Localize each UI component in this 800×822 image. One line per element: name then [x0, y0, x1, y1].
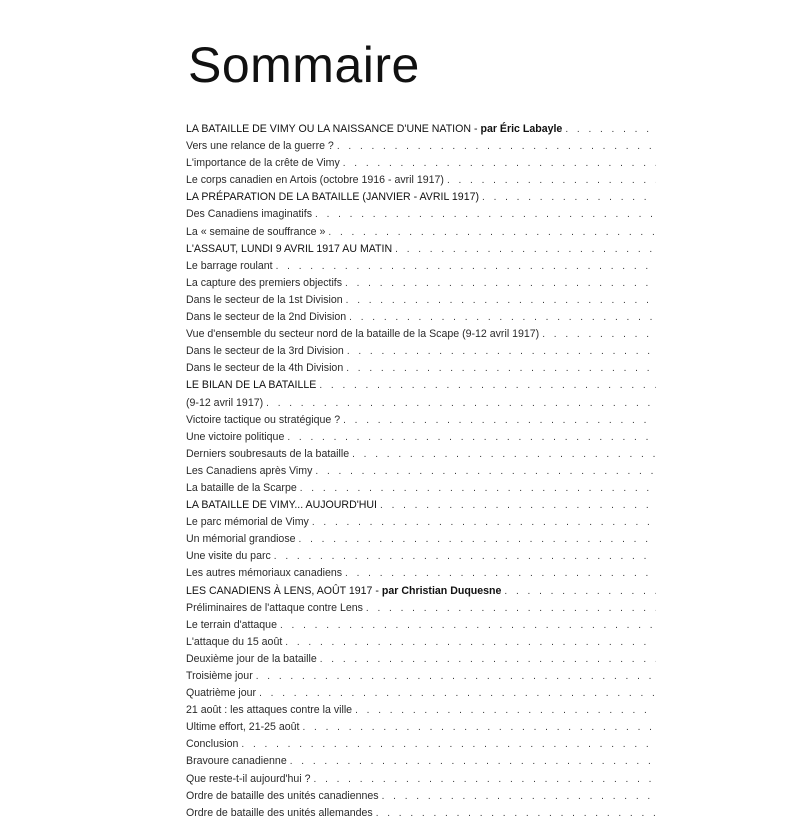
dot-leader: [328, 224, 656, 241]
toc-entry: [186, 360, 656, 377]
toc-entry-title: Dans le secteur de la 4th Division: [186, 362, 344, 375]
toc-entry-title: Le terrain d'attaque: [186, 618, 277, 631]
dot-leader: [382, 788, 656, 805]
dot-leader: [376, 805, 656, 822]
toc-entry: [186, 275, 656, 292]
dot-leader: [380, 497, 656, 514]
toc-entry-title: L'ASSAUT, LUNDI 9 AVRIL 1917 AU MATIN: [186, 242, 393, 255]
toc-entry-title: Une visite du parc: [186, 550, 271, 563]
toc-entry: [186, 651, 656, 668]
toc-section-heading: [186, 241, 656, 258]
toc-entry: [186, 685, 656, 702]
toc-entry: [186, 480, 656, 497]
dot-leader: [447, 172, 656, 189]
dot-leader: [312, 514, 656, 531]
toc-entry-title: Dans le secteur de la 2nd Division: [186, 311, 347, 324]
toc-section-heading: [186, 583, 656, 600]
toc-entry-title: Ordre de bataille des unités allemandes: [186, 806, 373, 819]
toc-section-heading: [186, 121, 656, 138]
toc-entry: [186, 600, 656, 617]
toc-entry: [186, 412, 656, 429]
toc-entry-title: Vue d'ensemble du secteur nord de la bataille de la Scape (9-12 avril 1917): [186, 328, 540, 341]
toc-entry-title: Des Canadiens imaginatifs: [186, 208, 313, 221]
toc-entry: [186, 805, 656, 822]
dot-leader: [319, 377, 656, 394]
toc-entry: [186, 446, 656, 463]
toc-entry-title: Les Canadiens après Vimy: [186, 464, 313, 477]
dot-leader: [542, 326, 656, 343]
toc-entry-title: La « semaine de souffrance »: [186, 225, 326, 238]
toc-entry: [186, 343, 656, 360]
toc-entry-title: La bataille de la Scarpe: [186, 481, 297, 494]
dot-leader: [395, 241, 656, 258]
toc-entry: [186, 155, 656, 172]
toc-entry: [186, 719, 656, 736]
toc-entry: [186, 617, 656, 634]
dot-leader: [259, 685, 656, 702]
toc-entry: [186, 668, 656, 685]
dot-leader: [320, 651, 656, 668]
dot-leader: [366, 600, 656, 617]
toc-entry-title: Dans le secteur de la 3rd Division: [186, 345, 344, 358]
toc-entry-title: Le corps canadien en Artois (octobre 1916 - avril 1917): [186, 174, 444, 187]
toc-entry-title: Une victoire politique: [186, 430, 285, 443]
dot-leader: [345, 275, 656, 292]
dot-leader: [345, 565, 656, 582]
page-title: Sommaire: [188, 37, 420, 93]
toc-entry: [186, 634, 656, 651]
toc-entry-title: Quatrième jour: [186, 687, 257, 700]
toc-entry-title: Un mémorial grandiose: [186, 533, 296, 546]
toc-entry-title: LA BATAILLE DE VIMY OU LA NAISSANCE D'UNE NATION -: [186, 123, 478, 135]
toc-section-heading: [186, 377, 656, 394]
toc-entry: [186, 172, 656, 189]
toc-entry-title: Vers une relance de la guerre ?: [186, 140, 334, 153]
toc-entry-title: LA PRÉPARATION DE LA BATAILLE (JANVIER - AVRIL 1917): [186, 191, 480, 204]
toc-entry-title: Deuxième jour de la bataille: [186, 652, 317, 665]
toc-entry: [186, 736, 656, 753]
toc-section-heading: [186, 189, 656, 206]
dot-leader: [347, 343, 656, 360]
dot-leader: [349, 309, 656, 326]
toc-entry: [186, 771, 656, 788]
toc-entry: [186, 463, 656, 480]
toc-entry-title: Le barrage roulant: [186, 259, 273, 272]
toc-entry-author: par Éric Labayle: [480, 123, 563, 135]
toc-section-heading: [186, 497, 656, 514]
dot-leader: [337, 138, 656, 155]
toc-entry-title: 21 août : les attaques contre la ville: [186, 704, 353, 717]
dot-leader: [343, 155, 656, 172]
toc-entry-title: L'importance de la crête de Vimy: [186, 157, 340, 170]
dot-leader: [274, 548, 656, 565]
dot-leader: [343, 412, 656, 429]
dot-leader: [302, 719, 656, 736]
toc-entry: [186, 224, 656, 241]
dot-leader: [346, 360, 656, 377]
dot-leader: [346, 292, 656, 309]
dot-leader: [280, 617, 656, 634]
toc-entry: [186, 514, 656, 531]
dot-leader: [300, 480, 656, 497]
dot-leader: [482, 189, 656, 206]
toc-entry: [186, 788, 656, 805]
dot-leader: [504, 583, 656, 600]
toc-entry: [186, 548, 656, 565]
toc-entry: [186, 531, 656, 548]
dot-leader: [315, 206, 656, 223]
toc-entry: [186, 292, 656, 309]
toc-entry-title: LE BILAN DE LA BATAILLE: [186, 379, 317, 392]
toc-entry: [186, 753, 656, 770]
toc-entry: [186, 138, 656, 155]
dot-leader: [287, 429, 656, 446]
dot-leader: [290, 753, 656, 770]
toc-entry-title: LES CANADIENS À LENS, AOÛT 1917 -: [186, 584, 379, 597]
toc-entry: [186, 206, 656, 223]
toc-entry: [186, 429, 656, 446]
dot-leader: [266, 395, 656, 412]
dot-leader: [241, 736, 656, 753]
dot-leader: [285, 634, 656, 651]
dot-leader: [276, 258, 656, 275]
toc-entry: [186, 565, 656, 582]
toc-entry-title: Ultime effort, 21-25 août: [186, 721, 300, 734]
toc-entry-title: Conclusion: [186, 738, 239, 751]
toc-entry-title: Troisième jour: [186, 670, 253, 682]
toc-entry: [186, 326, 656, 343]
toc-entry: [186, 702, 656, 719]
toc-entry-title: (9-12 avril 1917): [186, 396, 264, 409]
toc-entry-title: Que reste-t-il aujourd'hui ?: [186, 772, 311, 785]
dot-leader: [352, 446, 656, 463]
toc-entry-title: Derniers soubresauts de la bataille: [186, 447, 350, 460]
toc-entry-title: Bravoure canadienne: [186, 755, 287, 768]
dot-leader: [565, 121, 656, 138]
table-of-contents: [186, 121, 656, 822]
dot-leader: [299, 531, 656, 548]
dot-leader: [315, 463, 656, 480]
toc-entry-title: LA BATAILLE DE VIMY... AUJOURD'HUI: [186, 499, 378, 512]
toc-entry: [186, 309, 656, 326]
toc-entry-title: La capture des premiers objectifs: [186, 276, 343, 289]
dot-leader: [355, 702, 656, 719]
toc-entry-author: par Christian Duquesne: [381, 584, 502, 597]
toc-entry-title: Victoire tactique ou stratégique ?: [186, 413, 341, 426]
toc-entry-title: Le parc mémorial de Vimy: [186, 516, 309, 529]
toc-entry-title: Dans le secteur de la 1st Division: [186, 293, 343, 306]
toc-entry-title: Les autres mémoriaux canadiens: [186, 567, 343, 580]
toc-entry: [186, 395, 656, 412]
toc-entry-title: Préliminaires de l'attaque contre Lens: [186, 601, 363, 614]
toc-entry: [186, 258, 656, 275]
toc-entry-title: Ordre de bataille des unités canadiennes: [186, 789, 379, 802]
dot-leader: [314, 771, 656, 788]
dot-leader: [256, 668, 656, 685]
toc-entry-title: L'attaque du 15 août: [186, 635, 283, 648]
